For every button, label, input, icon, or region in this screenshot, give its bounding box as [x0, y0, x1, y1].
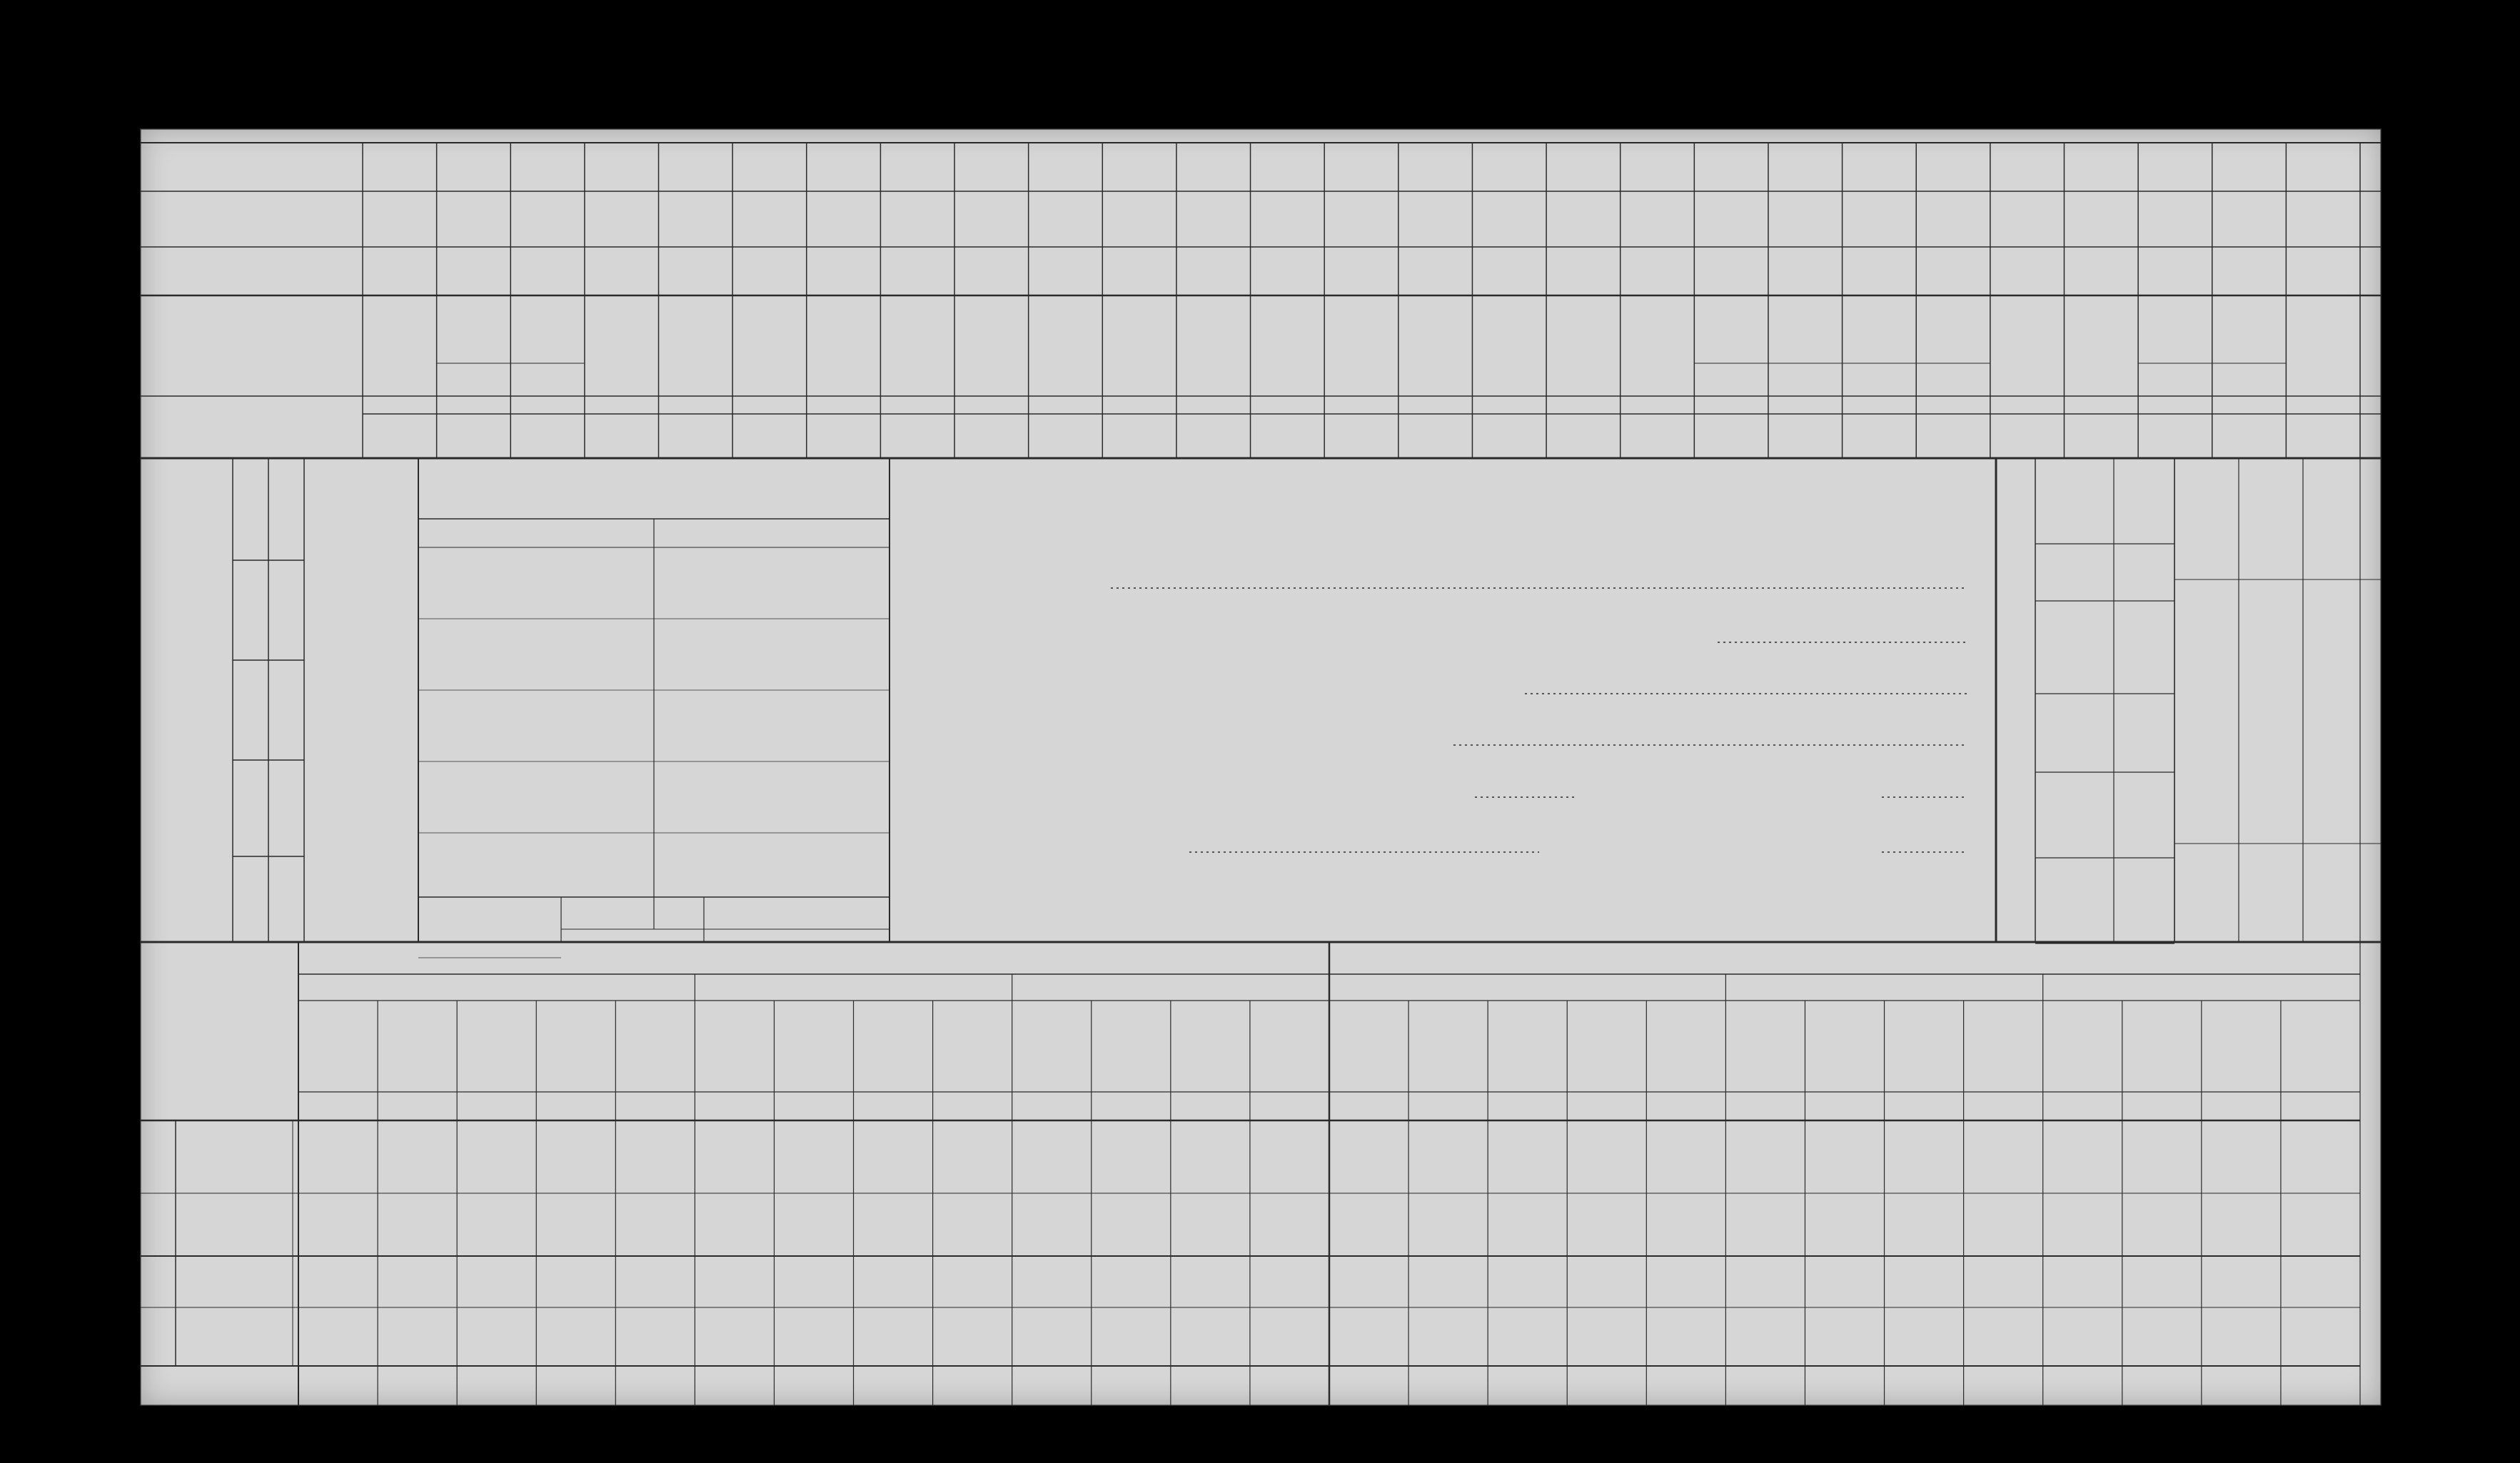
- arenda-col-125: [1989, 1006, 2017, 1090]
- crop-header-93: [1568, 301, 1599, 390]
- arenda-col-124: [1910, 1006, 1938, 1090]
- arenda-col-112: [958, 1006, 987, 1090]
- crop-header-96: [1790, 301, 1821, 390]
- crop-header-101: [2159, 301, 2191, 390]
- crop-header-90: [1346, 301, 1377, 390]
- arenda-col-120: [1593, 1006, 1621, 1090]
- crop-header-85: [976, 301, 1007, 390]
- arenda-col-116: [1275, 1006, 1304, 1090]
- crop-header-94: [1642, 301, 1673, 390]
- crop-header-91: [1420, 301, 1451, 390]
- crop-header-77: [384, 301, 415, 390]
- crop-header-99: [2012, 301, 2043, 390]
- arenda-col-121: [1672, 1006, 1700, 1090]
- crop-header-92: [1493, 301, 1525, 390]
- arenda-col-128: [2227, 1006, 2255, 1090]
- arenda-col-127: [2147, 1006, 2176, 1090]
- crop-header-98: [1937, 301, 1969, 390]
- arenda-col-119: [1513, 1006, 1542, 1090]
- arenda-col-129: [2306, 1006, 2334, 1090]
- crop-header-82: [754, 301, 785, 390]
- crop-header-88: [1198, 301, 1229, 390]
- crop-header-86: [1049, 301, 1081, 390]
- crop-header-95: [1715, 301, 1747, 390]
- arenda-col-110: [800, 1006, 828, 1090]
- crop-header-87: [1124, 301, 1155, 390]
- crop-header-81: [680, 301, 711, 390]
- crop-header-78: [458, 301, 489, 390]
- arenda-col-108: [641, 1006, 670, 1090]
- arenda-col-115: [1196, 1006, 1224, 1090]
- crop-header-100: [2085, 301, 2117, 390]
- census-card: [140, 128, 2382, 1406]
- crop-header-102: [2234, 301, 2265, 390]
- arenda-col-105: [403, 1006, 432, 1090]
- arenda-col-111: [879, 1006, 907, 1090]
- arenda-col-106: [483, 1006, 511, 1090]
- crop-header-83: [828, 301, 860, 390]
- crop-header-103: [2307, 301, 2339, 390]
- crop-header-80: [606, 301, 637, 390]
- crop-header-97: [1863, 301, 1895, 390]
- arenda-col-118: [1434, 1006, 1463, 1090]
- arenda-col-114: [1117, 1006, 1145, 1090]
- arenda-col-123: [1830, 1006, 1859, 1090]
- crop-header-79: [532, 301, 563, 390]
- crop-header-84: [902, 301, 933, 390]
- arenda-col-107: [562, 1006, 590, 1090]
- crop-header-89: [1271, 301, 1303, 390]
